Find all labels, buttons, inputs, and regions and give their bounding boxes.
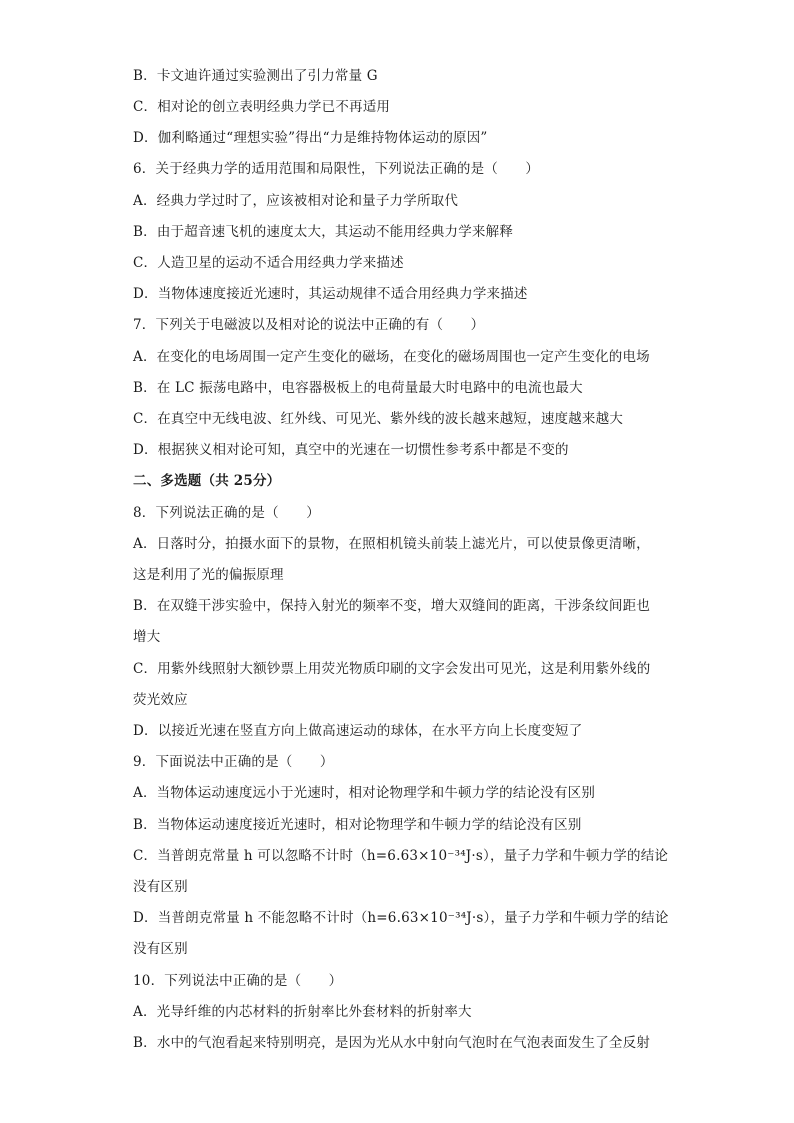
question-8: 8．下列说法正确的是（ ） [133, 505, 320, 521]
option-8c-line1: C．用紫外线照射大额钞票上用荧光物质印刷的文字会发出可见光，这是利用紫外线的 [133, 661, 651, 677]
option-7b: B．在 LC 振荡电路中，电容器极板上的电荷量最大时电路中的电流也最大 [133, 380, 583, 396]
option-7a: A．在变化的电场周围一定产生变化的磁场，在变化的磁场周围也一定产生变化的电场 [133, 349, 650, 365]
option-8b-line2: 增大 [133, 629, 161, 645]
option-5c: C．相对论的创立表明经典力学已不再适用 [133, 99, 391, 115]
section-heading-multiple-choice: 二、多选题（共 25分） [133, 473, 281, 489]
option-6b: B．由于超音速飞机的速度太大，其运动不能用经典力学来解释 [133, 224, 514, 240]
option-8a-line1: A．日落时分，拍摄水面下的景物，在照相机镜头前装上滤光片，可以使景像更清晰， [133, 536, 650, 552]
question-10: 10．下列说法中正确的是（ ） [133, 973, 343, 989]
option-8c-line2: 荧光效应 [133, 692, 188, 708]
question-6: 6．关于经典力学的适用范围和局限性，下列说法正确的是（ ） [133, 161, 540, 177]
option-8a-line2: 这是利用了光的偏振原理 [133, 567, 284, 583]
option-7d: D．根据狭义相对论可知，真空中的光速在一切惯性参考系中都是不变的 [133, 442, 569, 458]
option-6d: D．当物体速度接近光速时，其运动规律不适合用经典力学来描述 [133, 286, 528, 302]
option-9a: A．当物体运动速度远小于光速时，相对论物理学和牛顿力学的结论没有区别 [133, 785, 596, 801]
question-7: 7．下列关于电磁波以及相对论的说法中正确的有（ ） [133, 317, 485, 333]
option-10b: B．水中的气泡看起来特别明亮，是因为光从水中射向气泡时在气泡表面发生了全反射 [133, 1035, 651, 1051]
option-6a: A．经典力学过时了，应该被相对论和量子力学所取代 [133, 193, 459, 209]
option-10a: A．光导纤维的内芯材料的折射率比外套材料的折射率大 [133, 1004, 472, 1020]
option-9c-line2: 没有区别 [133, 879, 188, 895]
option-9c-line1: C．当普朗克常量 h 可以忽略不计时（h=6.63×10⁻³⁴J·s），量子力学和牛顿力学的结论 [133, 848, 669, 864]
option-9b: B．当物体运动速度接近光速时，相对论物理学和牛顿力学的结论没有区别 [133, 817, 582, 833]
option-6c: C．人造卫星的运动不适合用经典力学来描述 [133, 255, 404, 271]
question-9: 9．下面说法中正确的是（ ） [133, 754, 334, 770]
option-9d-line2: 没有区别 [133, 941, 188, 957]
option-5d: D．伽利略通过“理想实验”得出“力是维持物体运动的原因” [133, 130, 488, 146]
option-8d: D．以接近光速在竖直方向上做高速运动的球体，在水平方向上长度变短了 [133, 723, 583, 739]
option-9d-line1: D．当普朗克常量 h 不能忽略不计时（h=6.63×10⁻³⁴J·s），量子力学和牛顿力学的结论 [133, 910, 669, 926]
option-8b-line1: B．在双缝干涉实验中，保持入射光的频率不变，增大双缝间的距离，干涉条纹间距也 [133, 598, 651, 614]
option-7c: C．在真空中无线电波、红外线、可见光、紫外线的波长越来越短，速度越来越大 [133, 411, 624, 427]
option-5b: B．卡文迪许通过实验测出了引力常量 G [133, 68, 378, 84]
